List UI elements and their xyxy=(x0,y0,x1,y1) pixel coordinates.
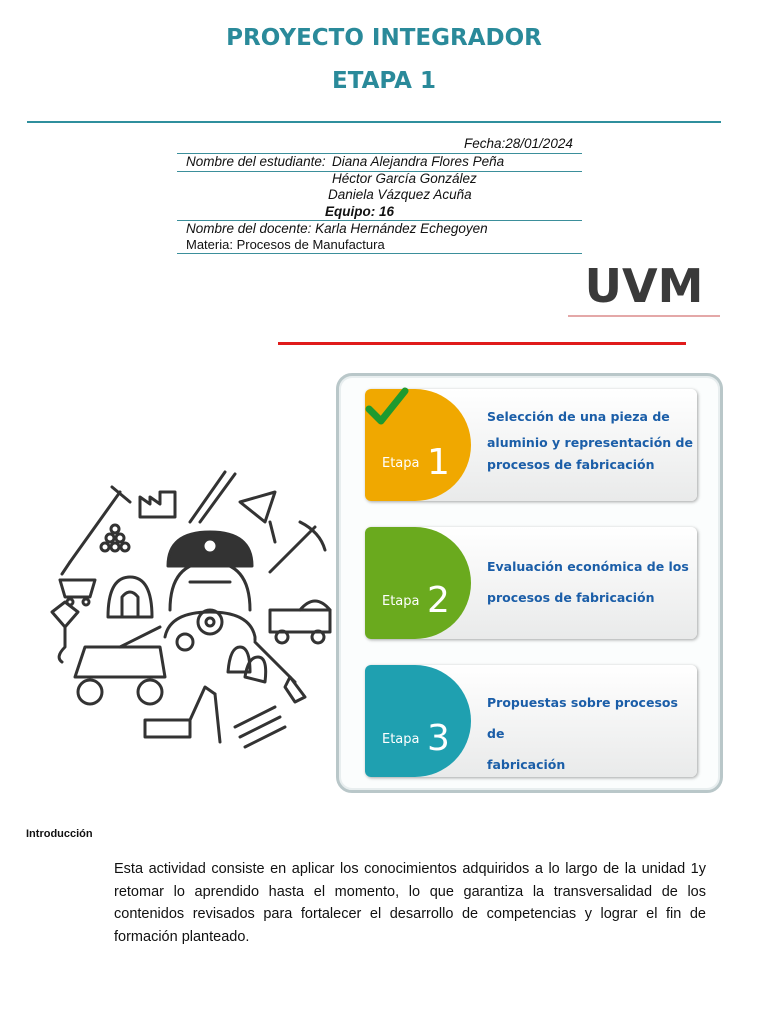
stage-1-line: aluminio y representación de xyxy=(487,435,693,450)
document-title: PROYECTO INTEGRADOR xyxy=(226,25,542,51)
student-name-3: Daniela Vázquez Acuña xyxy=(328,187,472,202)
stage-2-line: Evaluación económica de los xyxy=(487,559,689,574)
info-rule xyxy=(177,253,582,254)
pipes-icon xyxy=(235,707,285,747)
checkmark-icon xyxy=(363,383,411,431)
stage-3-description xyxy=(487,687,697,780)
stage-1-badge xyxy=(365,389,471,501)
student-name-1: Diana Alejandra Flores Peña xyxy=(332,154,505,169)
red-divider xyxy=(278,342,686,345)
team-number: Equipo: 16 xyxy=(325,204,395,219)
truck-icon xyxy=(270,601,330,643)
uvm-logo-text: UVM xyxy=(584,262,704,313)
introduction-heading: Introducción xyxy=(26,828,93,840)
dump-truck-icon xyxy=(75,627,165,704)
stage-3-line: Propuestas sobre procesos de xyxy=(487,695,678,741)
worker-icon xyxy=(165,532,255,640)
stage-2-description xyxy=(487,551,689,613)
introduction-paragraph: Esta actividad consiste en aplicar los conocimientos adquiridos a lo largo de la unidad 1y retomar lo aprendido hasta el momento, lo que garantiza la transversalidad de los contenidos revisados para fortalecer el desarrollo de competencias y lograr el fin de formación planteado. xyxy=(114,861,706,945)
stage-1-line: Selección de una pieza de xyxy=(487,409,670,424)
tunnel-icon xyxy=(108,577,152,617)
date-text: Fecha:28/01/2024 xyxy=(464,136,573,151)
stage-3-badge xyxy=(365,665,471,777)
gloves-icon xyxy=(228,647,266,682)
stage-2-badge xyxy=(365,527,471,639)
stage-1-label: Etapa xyxy=(382,456,420,471)
teacher-name: Nombre del docente: Karla Hernández Echegoyen xyxy=(186,221,488,236)
ore-icon xyxy=(101,525,129,551)
student-label: Nombre del estudiante: xyxy=(186,154,326,169)
stage-3-line: fabricación xyxy=(487,757,566,772)
stages-panel xyxy=(336,373,723,793)
stage-1-description xyxy=(487,404,693,474)
hook-icon xyxy=(52,602,78,662)
uvm-logo xyxy=(566,262,722,320)
student-name-2: Héctor García González xyxy=(332,171,477,186)
stage-card-3 xyxy=(365,665,697,777)
document-subtitle: ETAPA 1 xyxy=(332,68,436,94)
stage-3-label: Etapa xyxy=(382,732,420,747)
teal-divider xyxy=(27,121,721,123)
stage-2-line: procesos de fabricación xyxy=(487,590,655,605)
ladle-icon xyxy=(240,492,275,542)
stage-2-number: 2 xyxy=(427,580,450,621)
factory-icon xyxy=(140,492,175,517)
stage-card-1 xyxy=(365,389,697,501)
stage-2-label: Etapa xyxy=(382,594,420,609)
beams-icon xyxy=(190,472,235,522)
shovel-icon xyxy=(255,642,305,702)
stage-card-2 xyxy=(365,527,697,639)
stage-3-number: 3 xyxy=(427,718,450,759)
excavator-icon xyxy=(145,687,220,742)
subject-name: Materia: Procesos de Manufactura xyxy=(186,237,385,252)
stage-1-number: 1 xyxy=(427,442,450,483)
mining-illustration xyxy=(40,462,340,752)
stage-1-line: procesos de fabricación xyxy=(487,457,655,472)
pickaxe-icon xyxy=(270,522,325,572)
